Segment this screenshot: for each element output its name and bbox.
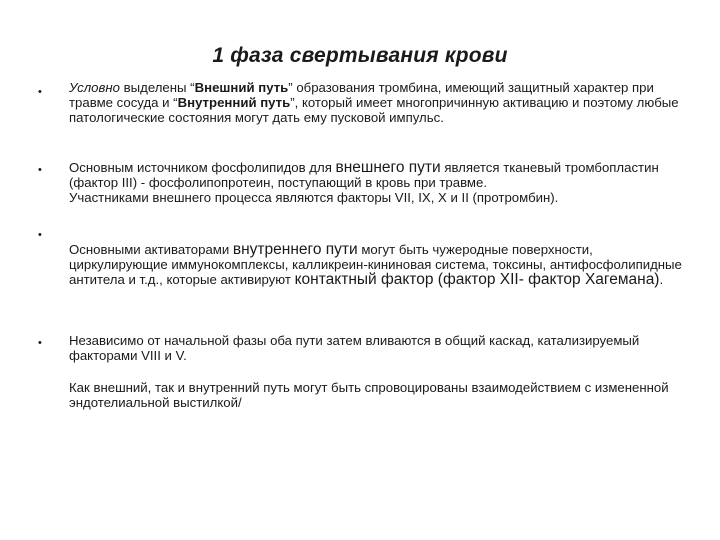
text-run: ” образования тромбина, имеющий защитный характер при травме сосуда и “ [69, 80, 654, 111]
paragraph-extrinsic-source [69, 160, 689, 206]
paragraph-intrinsic-activators [69, 242, 689, 288]
text-run: выделены “ [119, 80, 195, 95]
term-contact-factor: контактный фактор (фактор XII- фактор Хагемана) [294, 271, 660, 289]
paragraph-endothelial: Как внешний, так и внутренний путь могут быть спровоцированы взаимодействием с измененной эндотелиальной выстилкой/ [69, 380, 669, 411]
paragraph-pathways-intro [69, 80, 689, 126]
text-run: Основными активаторами [69, 242, 233, 257]
italic-lead: Условно [69, 80, 120, 95]
text-run: могут быть чужеродные поверхности, циркулирующие иммунокомплексы, калликреин-кининовая система, токсины, антифосфолипидные антитела и т.д., которые активируют [69, 242, 682, 288]
paragraph-common-cascade: Независимо от начальной фазы оба пути затем вливаются в общий каскад, катализируемый факторами VIII и V. [69, 333, 640, 364]
slide-title: 1 фаза свертывания крови [212, 44, 508, 67]
term-extrinsic-path: внешнего пути [335, 159, 441, 176]
text-run: . [659, 272, 664, 288]
term-intrinsic-path: внутреннего пути [232, 241, 358, 258]
text-run: ”, который имеет многопричинную активацию и поэтому любые патологические состояния могут дать ему пусковой импульс. [69, 95, 679, 126]
extrinsic-factors-line: Участниками внешнего процесса являются факторы VII, IX, X и II (протромбин). [69, 190, 559, 206]
bullet-marker: • [38, 337, 42, 349]
term-intrinsic-pathway: Внутренний путь [177, 95, 291, 111]
text-run: Основным источником фосфолипидов для [69, 160, 336, 175]
bullet-marker: • [38, 229, 42, 241]
bullet-marker: • [38, 164, 42, 176]
term-extrinsic-pathway: Внешний путь [194, 80, 289, 95]
text-run: является тканевый тромбопластин (фактор III) - фосфолипопротеин, поступающий в кровь при травме. [69, 160, 659, 191]
bullet-marker: • [38, 86, 42, 98]
